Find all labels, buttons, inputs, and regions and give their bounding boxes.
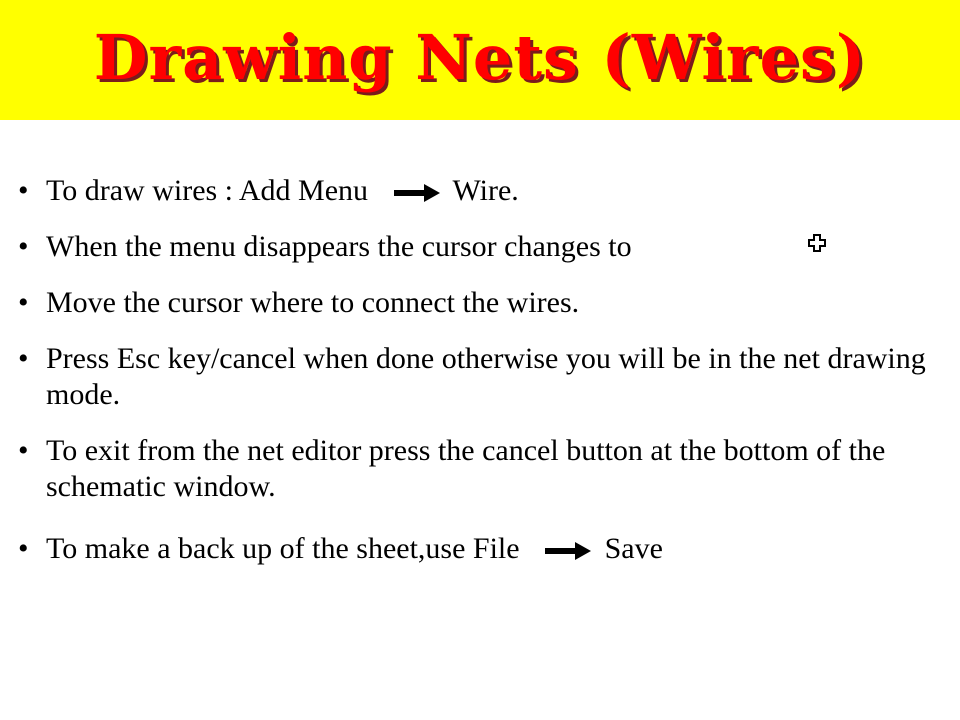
bullet-marker: • [18, 532, 29, 565]
bullet-marker: • [18, 342, 29, 375]
bullet-text-part: To make a back up of the sheet,use File [46, 532, 520, 565]
bullet-marker: • [18, 174, 29, 207]
bullet-marker: • [18, 434, 29, 467]
bullet-text-part: Save [604, 532, 663, 565]
bullet-text-part: Wire. [452, 174, 519, 207]
right-arrow-icon [545, 540, 591, 562]
right-arrow-icon [394, 182, 440, 204]
bullet-text: To exit from the net editor press the cancel button at the bottom of the schematic window. [46, 434, 886, 503]
bullet-marker: • [18, 230, 29, 263]
bullet-text-part: To draw wires : Add Menu [46, 174, 369, 207]
bullet-marker: • [18, 286, 29, 319]
bullet-text: Move the cursor where to connect the wires. [46, 286, 580, 319]
bullet-text: When the menu disappears the cursor changes to [46, 230, 632, 263]
bullet-text: Press Esc key/cancel when done otherwise you will be in the net drawing mode. [46, 342, 926, 411]
plus-cursor-icon [808, 234, 826, 252]
slide-title: Drawing Nets (Wires) [93, 21, 867, 94]
